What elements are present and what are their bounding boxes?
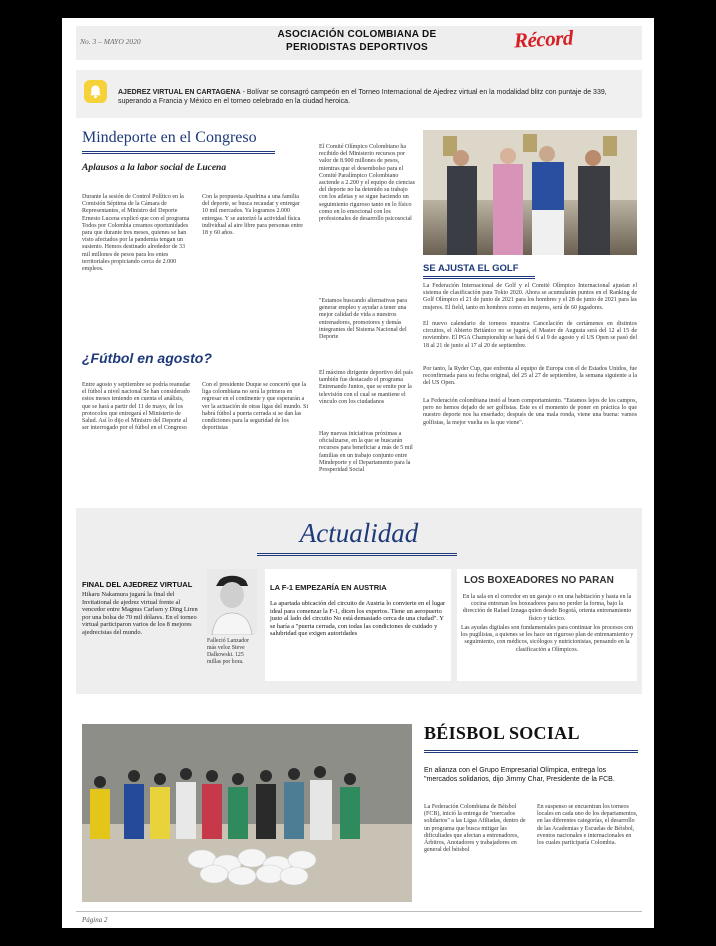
- golf-photo: [423, 130, 637, 255]
- mindeporte-col-3b: "Estamos buscando alternativas para generar empleo y ayudar a tener una mejor calidad de vida a nuestros entrenadores, promotores y demás integrantes del Sistema Nacional del Deporte: [319, 298, 407, 341]
- golf-paragraph-2: El nuevo calendario de torneos muestra Cancelación de certámenes en distintos circuitos, el Abierto Británico no se jugará, el Master de Augusta será del 12 al 15 de noviembre. El PGA Championship se hará del 6 al 9 de agosto y el US Open se pasó del 18 al 21 de junio al 17 al 20 de septiembre.: [423, 321, 637, 349]
- golf-title: SE AJUSTA EL GOLF: [423, 263, 519, 274]
- alert-text: [118, 88, 636, 106]
- boxeo-paragraph-1: En la sala en el corredor en un garaje o en una habitación y hasta en la cocina entrenan los boxeadores para no perder la forma, bajo la dirección de Rafael Iznaga quien desde Bogotá, orienta entrenamiento físico y táctico.: [462, 594, 632, 622]
- footer-rule: [76, 911, 642, 912]
- golf-paragraph-3: Por tanto, la Ryder Cup, que enfrenta al equipo de Europa con el de Estados Unidos, fue reconfirmada para su fecha original, del 25 al 27 de septiembre, la semana siguiente a la del US Open.: [423, 366, 637, 387]
- boxeo-title: LOS BOXEADORES NO PARAN: [464, 575, 614, 586]
- title-rule: [82, 151, 275, 154]
- futbol-col-2: Con el presidente Duque se concertó que la liga colombiana no será la primera en regresar en el continente y que esperarán a ver la actuación de otras ligas del mundo. Si habrá fútbol a puerta cerrada si se dan las condiciones para la seguridad de los deportistas: [202, 382, 309, 432]
- mindeporte-col-1: Durante la sesión de Control Político en la Comisión Séptima de la Cámara de Representantes, el Ministro del Deporte Ernesto Lucena explicó que con el programa Todos por Colombia creamos oportunidades para que durante tres meses, quienes se han visto afectados por la pandemia tengan un sustento. Hemos destinado alrededor de 33 mil millones de pesos para los entes territoriales propiciando cerca de 2.000 empleos.: [82, 194, 190, 273]
- dalkowski-photo: [207, 569, 257, 635]
- ajedrez-text: Hikaru Nakamura jugará la final del Invitational de ajedrez virtual frente al vencedor entre Magnus Carlsen y Ding Liren por una bolsa de 70 mil dólares. En el torneo virtual participaron varios de los 8 mejores ajedrecistas del mundo.: [82, 591, 198, 636]
- actualidad-title: Actualidad: [299, 518, 419, 548]
- record-logo: Récord: [513, 25, 574, 53]
- futbol-title: ¿Fútbol en agosto?: [82, 350, 212, 366]
- actualidad-rule: [257, 553, 457, 556]
- mindeporte-col-3c: El máximo dirigente deportivo del país también fue destacado el programa Entrenando Juntos, que se emite por la televisión con el cual se mantiene el vínculo con los ciudadanos: [319, 370, 413, 405]
- mindeporte-col-3d: Hay nuevas iniciativas próximas a oficializarse, en la que se buscarán recursos para beneficiar a más de 5 mil familias en un trabajo conjunto entre Mindeporte y el Departamento para la Prosperidad Social: [319, 431, 413, 474]
- issue-number: No. 3 – MAYO 2020: [80, 37, 141, 46]
- ajedrez-title: FINAL DEL AJEDREZ VIRTUAL: [82, 580, 193, 589]
- beisbol-rule: [424, 750, 638, 753]
- mindeporte-subtitle: Aplausos a la labor social de Lucena: [82, 163, 227, 173]
- beisbol-lead: En alianza con el Grupo Empresarial Olímpica, entrega los "mercados solidarios, dijo Jimmy Char, Presidente de la FCB.: [424, 767, 615, 783]
- association-line-2: PERIODISTAS DEPORTIVOS: [286, 42, 428, 53]
- golf-paragraph-1: La Federación Internacional de Golf y el Comité Olímpico Internacional ajustan el sistema de clasificación para Tokio 2020. Ahora se acumularán puntos en el Ranking de Golf Olímpico el 21 de junio de 2021 para los hombres y el 28 de junio de 2021 para las mujeres. El field, tanto en hombres como en mujeres, será de 60 jugadores.: [423, 283, 637, 311]
- alert-body: - Bolívar se consagró campeón en el Torneo Internacional de Ajedrez virtual en la modalidad blitz con puntaje de 339, superando a Francia y México en el torneo celebrado en la ciudad heroica.: [118, 89, 607, 105]
- golf-title-rule: [423, 276, 535, 279]
- beisbol-title: BÉISBOL SOCIAL: [424, 723, 580, 743]
- beisbol-col-1: La Federación Colombiana de Béisbol (FCB), inició la entrega de "mercados solidarios" a las Ligas Afiliadas, dentro de un programa que busca mitigar las dificultades que afectan a entrenadores, Árbitros, Anotadores y trabajadores en general del béisbol: [424, 804, 526, 854]
- mindeporte-col-2: Con la propuesta Apadrina a una familia del deporte, se busca recaudar y entregar 10 mil mercados. Ya logramos 2.000 entregas. Y se autorizó la actividad física individual al aire libre para personas entre 18 y 60 años.: [202, 194, 303, 237]
- page-number: Página 2: [82, 916, 108, 924]
- boxeo-paragraph-2: Las ayudas digitales son fundamentales para continuar los procesos con los pugilistas, a quienes se les hace un riguroso plan de entrenamiento y seguimiento, con médicos, sicólogos y nutricionistas, pensando en la clasificación a Olímpicos.: [460, 625, 634, 653]
- f1-title: LA F-1 EMPEZARÍA EN AUSTRIA: [270, 583, 387, 592]
- association-line-1: ASOCIACIÓN COLOMBIANA DE: [277, 29, 437, 40]
- beisbol-col-2: En suspenso se encuentran los torneos locales en cada uno de los departamentos, en las diferentes categorías, el desarrollo de las Academias y Escuelas de Béisbol, eventos nacionales e internacionales en los cuales participaría Colombia.: [537, 804, 638, 847]
- newsletter-page: [62, 18, 654, 928]
- f1-text: La apartada ubicación del circuito de Austria lo convierte en el lugar ideal para comenzar la F-1, dicen los expertos. Tiene un aeropuerto justo al lado del circuito No está demasiado cerca de una ciudad". Y se haría a "puerta cerrada, con todas las condiciones de cuidado y salubridad que exigen autoridades: [270, 600, 446, 638]
- association-name: [242, 28, 472, 54]
- futbol-col-1: Entre agosto y septiembre se podría reanudar el fútbol a nivel nacional Se han considerado estos meses teniendo en cuenta el análisis, que se hará a partir del 11 de mayo, de los protocolos que entregará el Ministerio de Salud. Así lo dijo el Ministro del Deporte al ser interrogado por el fútbol en el Congreso: [82, 382, 191, 432]
- bell-icon: [84, 80, 107, 103]
- alert-title: AJEDREZ VIRTUAL EN CARTAGENA: [118, 89, 241, 96]
- dalkowski-caption: Falleció Lanzador más veloz Steve Dalkowski. 125 millas por hora.: [207, 638, 250, 665]
- mindeporte-title: Mindeporte en el Congreso: [82, 129, 257, 146]
- mindeporte-col-3a: El Comité Olímpico Colombiano ha recibido del Ministerio recursos por valor de 8.900 millones de pesos, mientras que el desembolso para el Comité Paralímpico Colombiano asciende a 2.200 y el equipo de ciencias del deporte no ha detenido su trabajo con los atletas y se sigue haciendo un seguimiento riguroso tanto en lo físico como en lo emocional con los profesionales de desarrollo psicosocial: [319, 144, 415, 223]
- golf-paragraph-4: La Federación colombiana instó al buen comportamiento. "Estamos lejos de los campos, pero no hemos dejado de ser golfistas. Este es el momento de poner en práctica lo que nuestro deporte nos ha enseñado; después de una mala ronda, viene una buena: vamos golfistas, la mejor vuelta es la que viene".: [423, 398, 637, 426]
- beisbol-photo: [82, 724, 412, 902]
